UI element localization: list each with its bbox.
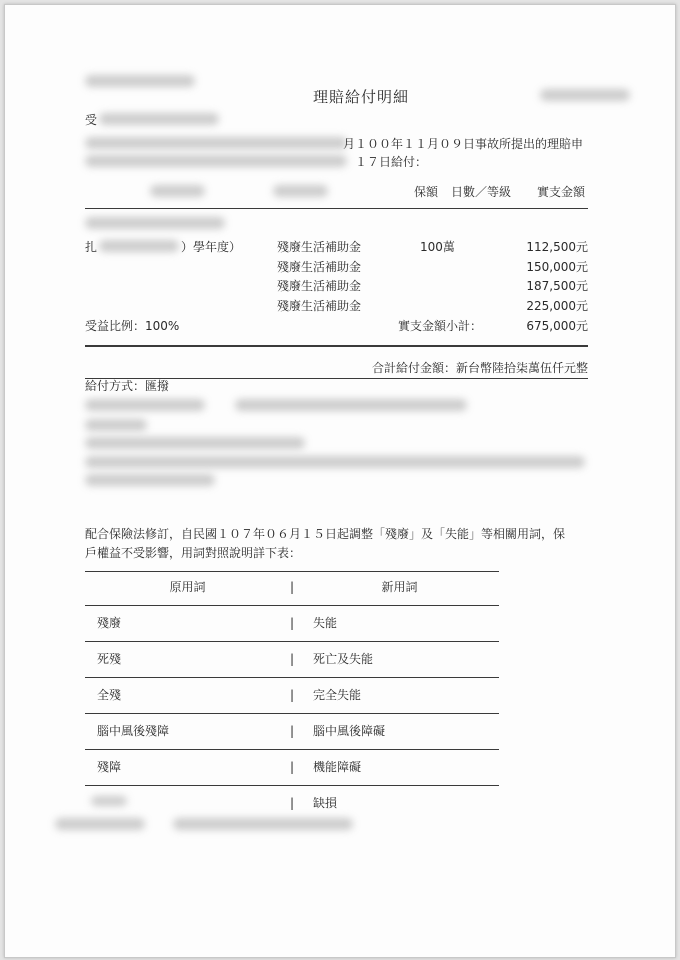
terms-row-2-new: 死亡及失能: [313, 652, 374, 666]
claim-payment-document: [4, 4, 676, 958]
terms-row-1-rule: [85, 641, 499, 642]
row-1-amount: 112,500元: [526, 240, 588, 254]
row-prefix-fragment: 扎: [85, 240, 98, 254]
terms-row-3-separator: |: [290, 688, 295, 702]
row-2-amount: 150,000元: [526, 260, 588, 274]
terms-row-5-separator: |: [290, 760, 295, 774]
terms-row-2-rule: [85, 677, 499, 678]
terms-row-3-new: 完全失能: [313, 688, 362, 702]
notice-line-2: 戶權益不受影響，用詞對照說明詳下表：: [85, 546, 302, 560]
row-3-amount: 187,500元: [526, 279, 588, 293]
intro-line-2: １７日給付：: [355, 155, 428, 169]
header-amount: 實支金額: [537, 185, 586, 199]
recipient-label-fragment: 受: [85, 113, 98, 127]
redacted-intro-1: [85, 137, 347, 149]
row-4-amount: 225,000元: [526, 299, 588, 313]
terms-row-2-separator: |: [290, 652, 295, 666]
terms-row-5-rule: [85, 785, 499, 786]
redacted-bank-1: [85, 399, 205, 411]
redacted-bank-3: [85, 419, 147, 431]
redacted-bank-6: [85, 474, 215, 486]
redacted-terms-row-6-old: [91, 796, 127, 806]
redacted-school: [99, 240, 179, 252]
terms-row-1-old: 殘廢: [97, 616, 122, 630]
subtotal-divider: [85, 345, 588, 347]
terms-header-new: 新用詞: [381, 580, 418, 594]
redacted-footer-left: [55, 818, 145, 830]
notice-line-1: 配合保險法修訂，自民國１０７年０６月１５日起調整「殘廢」及「失能」等相關用詞，保: [85, 527, 566, 541]
terms-top-rule: [85, 571, 499, 572]
row-3-item: 殘廢生活補助金: [277, 279, 362, 293]
redacted-bank-5: [85, 456, 585, 468]
redacted-header-col-2: [273, 185, 328, 197]
document-title: 理賠給付明細: [313, 88, 410, 106]
terms-row-4-separator: |: [290, 724, 295, 738]
redacted-insured: [85, 217, 225, 229]
row-1-item: 殘廢生活補助金: [277, 240, 362, 254]
redacted-header-right: [540, 89, 630, 101]
redacted-header-left: [85, 75, 195, 87]
row-4-item: 殘廢生活補助金: [277, 299, 362, 313]
terms-row-4-old: 腦中風後殘障: [97, 724, 170, 738]
terms-row-5-old: 殘障: [97, 760, 122, 774]
redacted-intro-2: [85, 155, 347, 167]
terms-row-2-old: 死殘: [97, 652, 122, 666]
header-divider: [85, 208, 588, 209]
redacted-bank-2: [235, 399, 467, 411]
school-year-fragment: ）學年度）: [181, 240, 242, 254]
terms-row-6-separator: |: [290, 796, 295, 810]
redacted-header-col-1: [150, 185, 205, 197]
row-2-item: 殘廢生活補助金: [277, 260, 362, 274]
intro-line-1: 月１００年１１月０９日事故所提出的理賠申: [343, 137, 584, 151]
header-coverage: 保額: [414, 185, 439, 199]
terms-header-old: 原用詞: [169, 580, 206, 594]
terms-row-1-new: 失能: [313, 616, 338, 630]
terms-row-6-new: 缺損: [313, 796, 338, 810]
terms-row-5-new: 機能障礙: [313, 760, 362, 774]
terms-row-3-old: 全殘: [97, 688, 122, 702]
beneficiary-ratio: 受益比例：100%: [85, 319, 180, 333]
header-days-level: 日數／等級: [451, 185, 512, 199]
terms-row-1-separator: |: [290, 616, 295, 630]
payment-method: 給付方式：匯撥: [85, 379, 170, 393]
terms-header-separator: |: [290, 580, 295, 594]
row-1-coverage: 100萬: [420, 240, 455, 254]
redacted-footer-right: [173, 818, 353, 830]
redacted-recipient: [99, 113, 219, 125]
terms-header-rule: [85, 605, 499, 606]
redacted-bank-4: [85, 437, 305, 449]
terms-row-4-new: 腦中風後障礙: [313, 724, 386, 738]
subtotal-value: 675,000元: [526, 319, 588, 333]
subtotal-label: 實支金額小計：: [398, 319, 483, 333]
terms-row-4-rule: [85, 749, 499, 750]
total-amount-text: 合計給付金額：新台幣陸拾柒萬伍仟元整: [371, 361, 588, 375]
terms-row-3-rule: [85, 713, 499, 714]
